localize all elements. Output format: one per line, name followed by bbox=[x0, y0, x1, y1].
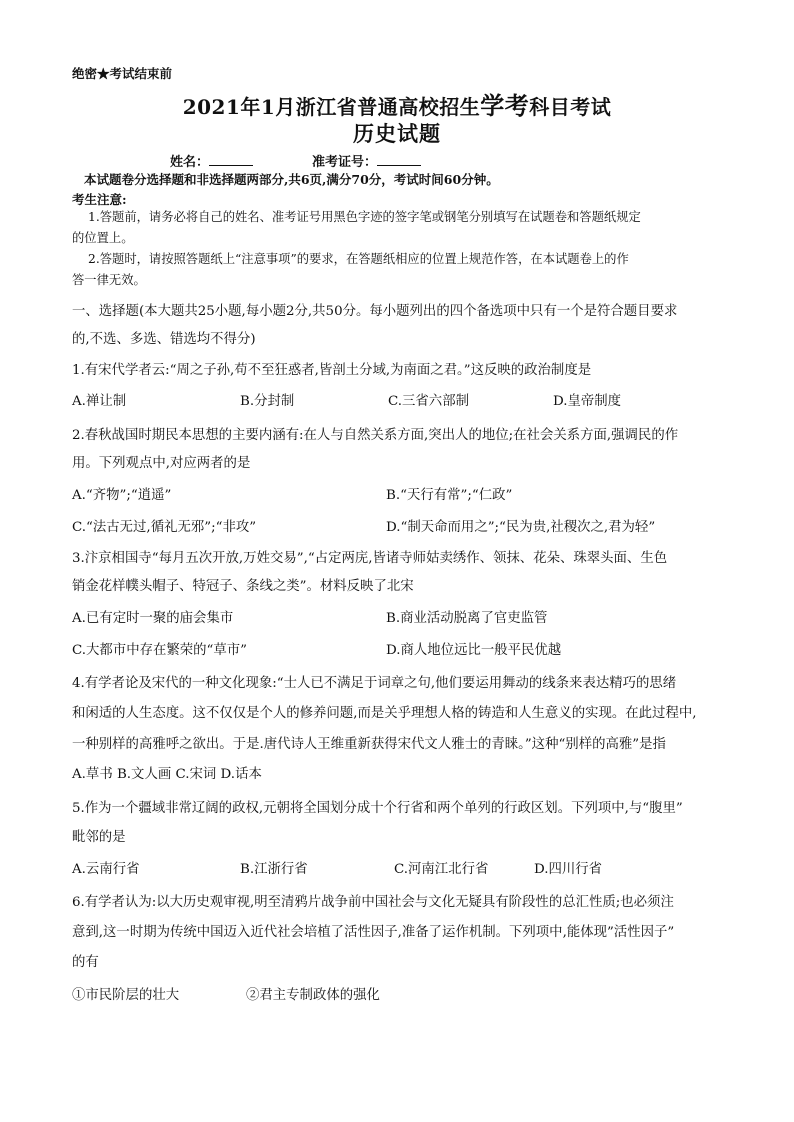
attention-item-2-line-2: 答一律无效。 bbox=[72, 273, 146, 287]
name-field bbox=[170, 151, 253, 170]
question-2-option-b: B.“天行有常”;“仁政” bbox=[386, 488, 513, 503]
question-6-stem-line-1: 6.有学者认为:以大历史观审视,明至清鸦片战争前中国社会与文化无疑具有阶段性的总汇性质;也必须注 bbox=[72, 895, 674, 910]
question-1-option-c: C.三省六部制 bbox=[388, 394, 469, 409]
question-2-stem-line-1: 2.春秋战国时期民本思想的主要内涵有:在人与自然关系方面,突出人的地位;在社会关系方面,强调民的作 bbox=[72, 428, 679, 443]
question-3-option-a: A.已有定时一聚的庙会集市 bbox=[72, 611, 234, 626]
question-4-options: A.草书 B.文人画 C.宋词 D.话本 bbox=[72, 767, 262, 782]
question-3-option-b: B.商业活动脱离了官吏监管 bbox=[386, 611, 548, 626]
question-5-stem-line-1: 5.作为一个疆域非常辽阔的政权,元朝将全国划分成十个行省和两个单列的行政区划。下列项中,与“腹里” bbox=[72, 801, 683, 816]
question-2-option-a: A.“齐物”;“逍遥” bbox=[72, 488, 172, 503]
exam-title bbox=[0, 86, 794, 121]
name-blank bbox=[209, 153, 253, 166]
question-1-option-a: A.禅让制 bbox=[72, 394, 127, 409]
question-3-option-d: D.商人地位远比一般平民优越 bbox=[386, 643, 562, 658]
question-5-option-c: C.河南江北行省 bbox=[394, 862, 489, 877]
question-1-option-d: D.皇帝制度 bbox=[553, 394, 622, 409]
id-field bbox=[312, 151, 421, 170]
id-label: 准考证号： bbox=[312, 155, 378, 170]
question-6-stem-line-2: 意到,这一时期为传统中国迈入近代社会培植了活性因子,准备了运作机制。下列项中,能体现”活性因子” bbox=[72, 925, 675, 940]
question-4-stem-line-1: 4.有学者论及宋代的一种文化现象:“士人已不满足于词章之句,他们要运用舞动的线条来表达精巧的思绪 bbox=[72, 676, 677, 691]
paper-notice: 本试题卷分选择题和非选择题两部分,共6页,满分70分，考试时间60分钟。 bbox=[84, 172, 499, 187]
question-5-option-d: D.四川行省 bbox=[534, 862, 603, 877]
id-blank bbox=[377, 153, 421, 166]
question-4-stem-line-3: 一种别样的高雅呼之欲出。于是.唐代诗人王维重新获得宋代文人雅士的青睐。”这种“别样的高雅”是指 bbox=[72, 737, 666, 752]
attention-item-1-line-2: 的位置上。 bbox=[72, 231, 134, 245]
question-3-stem-line-2: 销金花样幞头帽子、特冠子、条线之类”。材料反映了北宋 bbox=[72, 579, 414, 594]
attention-title: 考生注意: bbox=[72, 192, 127, 207]
question-3-option-c: C.大都市中存在繁荣的“草市” bbox=[72, 643, 248, 658]
exam-subtitle: 历史试题 bbox=[353, 121, 441, 146]
name-label: 姓名： bbox=[170, 155, 210, 170]
question-6-item-2: ②君主专制政体的强化 bbox=[246, 988, 380, 1003]
exam-title-prefix: 2021年1月浙江省普通高校招生 bbox=[182, 95, 481, 119]
question-5-stem-line-2: 毗邻的是 bbox=[72, 830, 126, 845]
question-6-stem-line-3: 的有 bbox=[72, 955, 99, 970]
question-1-stem: 1.有宋代学者云:“周之子孙,苟不至狂惑者,皆剖土分域,为南面之君。”这反映的政治制度是 bbox=[72, 363, 592, 378]
attention-item-1-line-1: 1.答题前，请务必将自己的姓名、准考证号用黑色字迹的签字笔或钢笔分别填写在试题卷和答题纸规定 bbox=[88, 210, 641, 224]
section-1-instructions-line-2: 的,不选、多选、错选均不得分) bbox=[72, 332, 256, 347]
question-1-option-b: B.分封制 bbox=[240, 394, 295, 409]
question-4-stem-line-2: 和闲适的人生态度。这不仅仅是个人的修养问题,而是关乎理想人格的铸造和人生意义的实现。在此过程中, bbox=[72, 706, 697, 721]
question-2-stem-line-2: 用。下列观点中,对应两者的是 bbox=[72, 456, 251, 471]
question-2-option-d: D.“制天命而用之”;“民为贵,社稷次之,君为轻” bbox=[386, 520, 656, 535]
attention-item-2-line-1: 2.答题时，请按照答题纸上“注意事项”的要求，在答题纸相应的位置上规范作答，在本试题卷上的作 bbox=[88, 252, 629, 266]
confidential-label: 绝密★考试结束前 bbox=[72, 66, 173, 81]
question-6-item-1: ①市民阶层的壮大 bbox=[72, 988, 180, 1003]
question-3-stem-line-1: 3.汴京相国寺“每月五次开放,万姓交易”,“占定两庑,皆诸寺师姑卖绣作、领抹、花朵、珠翠头面、生色 bbox=[72, 551, 668, 566]
question-5-option-a: A.云南行省 bbox=[72, 862, 140, 877]
exam-title-suffix: 科目考试 bbox=[529, 95, 612, 119]
section-1-instructions-line-1: 一、选择题(本大题共25小题,每小题2分,共50分。每小题列出的四个备选项中只有一个是符合题目要求 bbox=[72, 304, 678, 319]
question-5-option-b: B.江浙行省 bbox=[240, 862, 308, 877]
question-2-option-c: C.“法古无过,循礼无邪”;“非攻” bbox=[72, 520, 257, 535]
exam-title-emphasis: 学考 bbox=[480, 92, 530, 120]
